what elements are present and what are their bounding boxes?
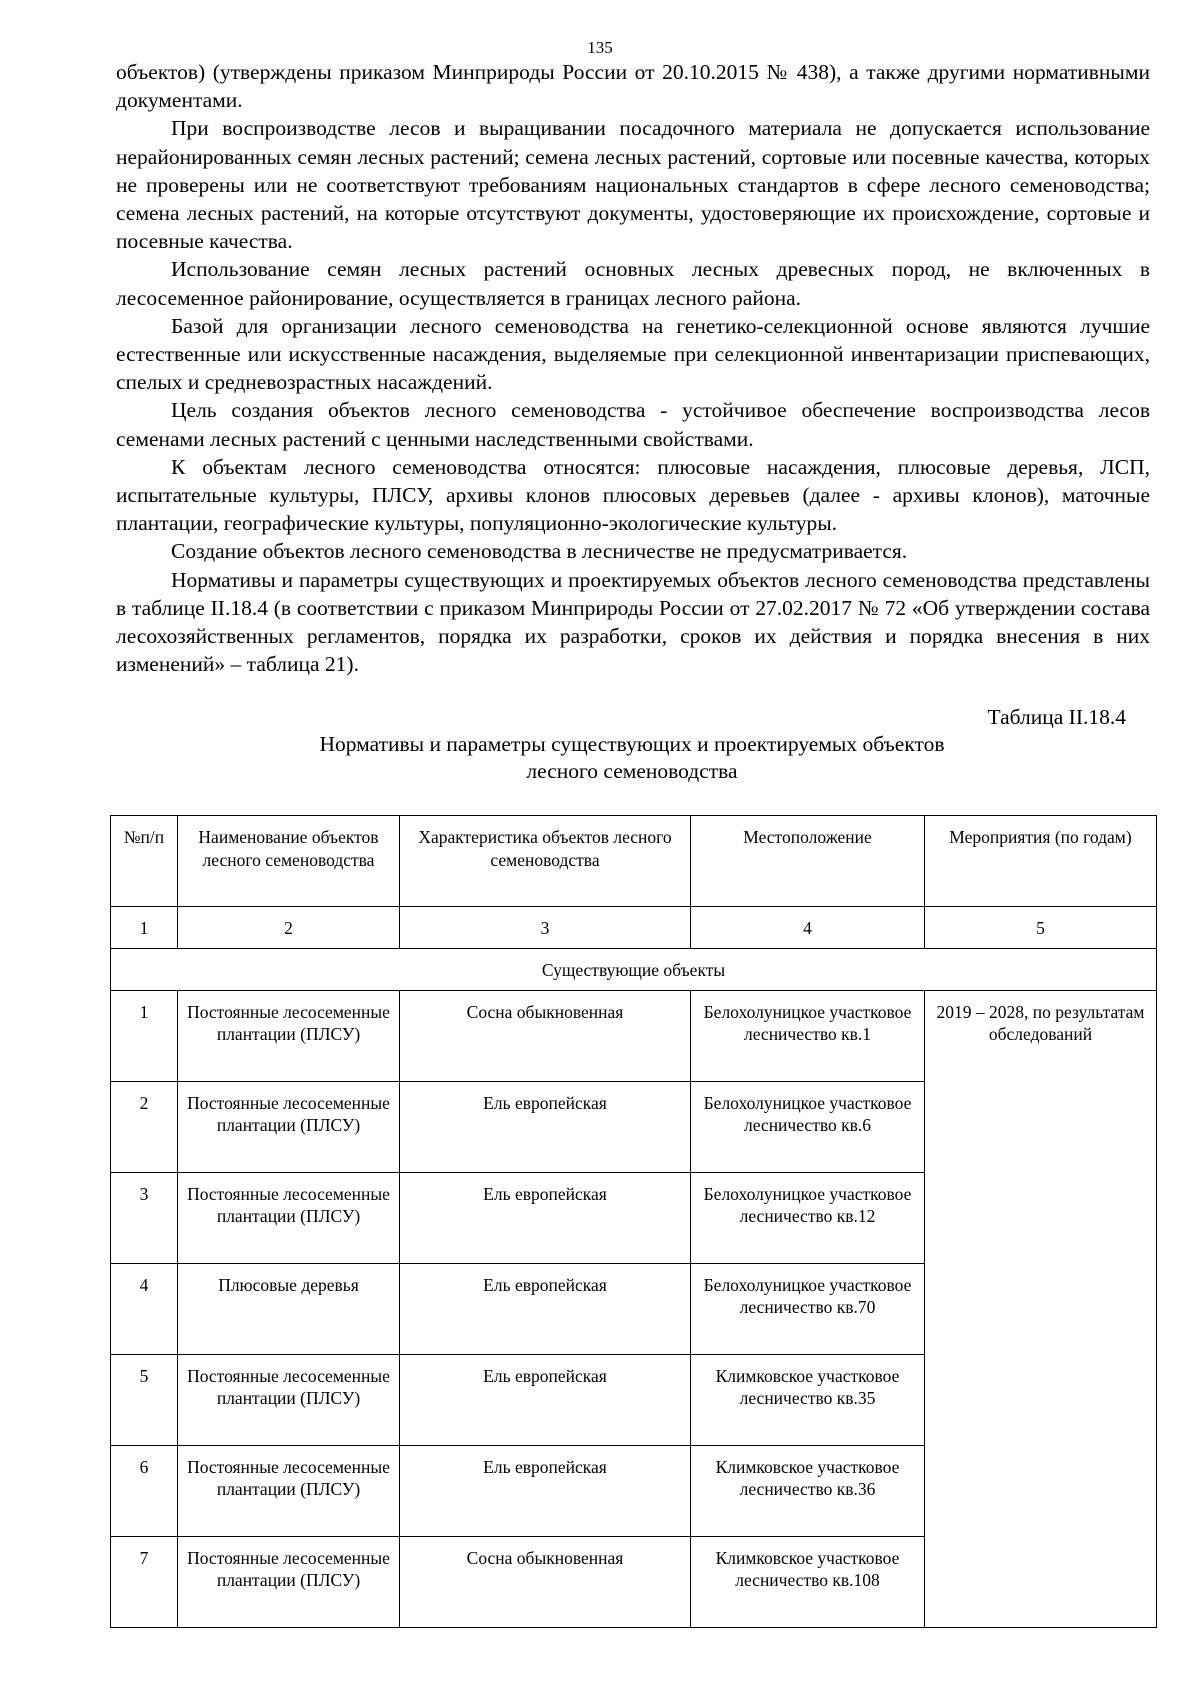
row-number: 6 [111, 1445, 178, 1536]
object-location: Климковское участковое лесничество кв.108 [691, 1536, 925, 1627]
row-number: 2 [111, 1081, 178, 1172]
seed-objects-table [110, 815, 1157, 1628]
paragraph: объектов) (утверждены приказом Минприроды России от 20.10.2015 № 438), а также другими нормативными документами. [116, 60, 1150, 113]
table-title-line: лесного семеноводства [526, 759, 738, 783]
object-species: Ель европейская [400, 1445, 691, 1536]
object-name: Постоянные лесосеменные плантации (ПЛСУ) [178, 1445, 400, 1536]
object-species: Ель европейская [400, 1263, 691, 1354]
row-number: 4 [111, 1263, 178, 1354]
row-number: 3 [111, 1172, 178, 1263]
column-number: 3 [400, 907, 691, 949]
paragraph: Нормативы и параметры существующих и проектируемых объектов лесного семеноводства представлены в таблице II.18.4 (в соответствии с приказом Минприроды России от 27.02.2017 № 72 «Об утверждении состава лесохозяйственных регламентов, порядка их разработки, сроков их действия и порядка внесения в них изменений» – таблица 21). [116, 567, 1150, 677]
object-species: Ель европейская [400, 1081, 691, 1172]
column-number-row [111, 907, 1157, 949]
column-number: 2 [178, 907, 400, 949]
header-cell: Характеристика объектов лесного семеноводства [400, 816, 691, 907]
table-header-row [111, 816, 1157, 907]
object-location: Белохолуницкое участковое лесничество кв.12 [691, 1172, 925, 1263]
body-text [116, 58, 1150, 678]
paragraph: Цель создания объектов лесного семеноводства - устойчивое обеспечение воспроизводства лесов семенами лесных растений с ценными наследственными свойствами. [116, 398, 1150, 451]
object-location: Белохолуницкое участковое лесничество кв.6 [691, 1081, 925, 1172]
object-name: Постоянные лесосеменные плантации (ПЛСУ) [178, 1536, 400, 1627]
table-title [0, 731, 1200, 785]
row-number: 5 [111, 1354, 178, 1445]
object-species: Ель европейская [400, 1172, 691, 1263]
events-cell: 2019 – 2028, по результатам обследований [925, 990, 1157, 1627]
column-number: 4 [691, 907, 925, 949]
object-species: Ель европейская [400, 1354, 691, 1445]
section-label: Существующие объекты [111, 948, 1157, 990]
row-number: 1 [111, 990, 178, 1081]
object-species: Сосна обыкновенная [400, 1536, 691, 1627]
table-number-label: Таблица II.18.4 [987, 705, 1126, 729]
row-number: 7 [111, 1536, 178, 1627]
object-name: Постоянные лесосеменные плантации (ПЛСУ) [178, 1172, 400, 1263]
object-location: Климковское участковое лесничество кв.36 [691, 1445, 925, 1536]
column-number: 1 [111, 907, 178, 949]
table-row [111, 990, 1157, 1081]
section-row [111, 948, 1157, 990]
object-name: Постоянные лесосеменные плантации (ПЛСУ) [178, 1081, 400, 1172]
object-location: Климковское участковое лесничество кв.35 [691, 1354, 925, 1445]
table-title-line: Нормативы и параметры существующих и проектируемых объектов [319, 732, 945, 756]
header-cell: Мероприятия (по годам) [925, 816, 1157, 907]
page-number: 135 [587, 38, 613, 57]
paragraph: Базой для организации лесного семеноводства на генетико-селекционной основе являются лучшие естественные или искусственные насаждения, выделяемые при селекционной инвентаризации приспевающих, спелых и средневозрастных насаждений. [116, 313, 1150, 395]
paragraph: К объектам лесного семеноводства относятся: плюсовые насаждения, плюсовые деревья, ЛСП, испытательные культуры, ПЛСУ, архивы клонов плюсовых деревьев (далее - архивы клонов), маточные плантации, географические культуры, популяционно-экологические культуры. [116, 454, 1150, 536]
object-name: Плюсовые деревья [178, 1263, 400, 1354]
paragraph: При воспроизводстве лесов и выращивании посадочного материала не допускается использование нерайонированных семян лесных растений; семена лесных растений, сортовые или посевные качества, которых не проверены или не соответствуют требованиям национальных стандартов в сфере лесного семеноводства; семена лесных растений, на которые отсутствуют документы, удостоверяющие их происхождение, сортовые и посевные качества. [116, 116, 1150, 254]
header-cell: Местоположение [691, 816, 925, 907]
header-cell: №п/п [111, 816, 178, 907]
column-number: 5 [925, 907, 1157, 949]
paragraph: Создание объектов лесного семеноводства в лесничестве не предусматривается. [171, 539, 908, 564]
object-name: Постоянные лесосеменные плантации (ПЛСУ) [178, 1354, 400, 1445]
header-cell: Наименование объектов лесного семеноводства [178, 816, 400, 907]
object-name: Постоянные лесосеменные плантации (ПЛСУ) [178, 990, 400, 1081]
object-location: Белохолуницкое участковое лесничество кв.70 [691, 1263, 925, 1354]
object-species: Сосна обыкновенная [400, 990, 691, 1081]
paragraph: Использование семян лесных растений основных лесных древесных пород, не включенных в лесосеменное районирование, осуществляется в границах лесного района. [116, 257, 1150, 310]
object-location: Белохолуницкое участковое лесничество кв.1 [691, 990, 925, 1081]
